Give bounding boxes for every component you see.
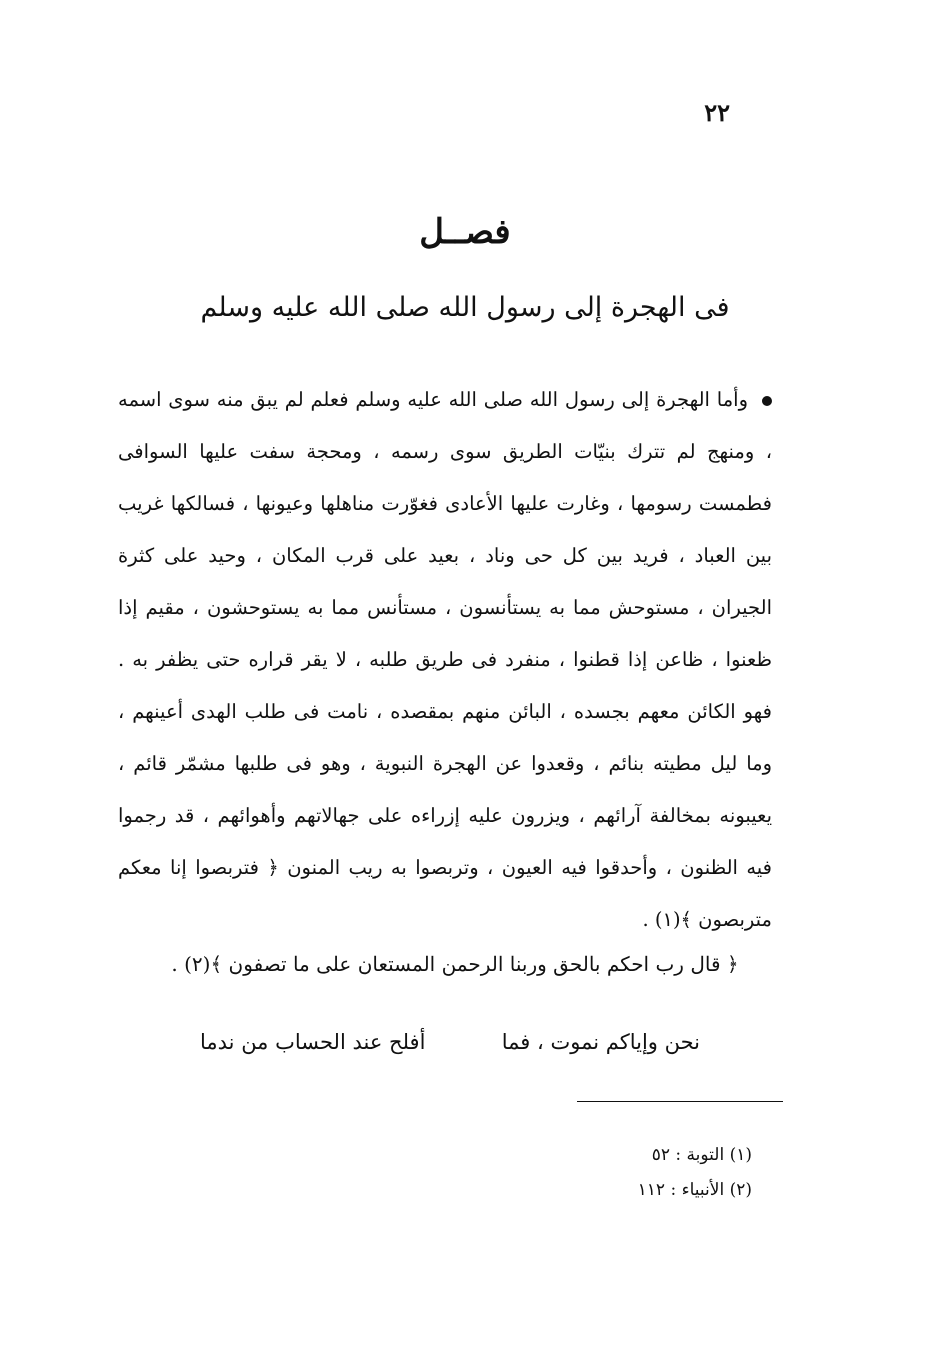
chapter-subheading: فى الهجرة إلى رسول الله صلى الله عليه وسلم (200, 292, 730, 323)
chapter-heading: فصــل (419, 212, 511, 252)
bullet-icon (762, 396, 772, 406)
page-number: ٢٢ (704, 98, 730, 127)
footnotes (638, 1138, 752, 1208)
footnote-item: (٢) الأنبياء : ١١٢ (637, 1180, 752, 1200)
verse-second-hemistich: أفلح عند الحساب من ندما (200, 1030, 426, 1054)
verse-first-hemistich: نحن وإياكم نموت ، فما (501, 1030, 700, 1054)
poetry-verse (200, 1030, 700, 1054)
footnote-divider (577, 1101, 783, 1102)
quran-quote: ﴿ قال رب احكم بالحق وربنا الرحمن المستعان على ما تصفون ﴾(٢) . (171, 952, 739, 976)
body-paragraph-text: وأما الهجرة إلى رسول الله صلى الله عليه وسلم فعلم لم يبق منه سوى اسمه ، ومنهج لم تترك بنيّات الطريق سوى رسمه ، ومحجة سفت عليها السوافى فطمست رسومها ، وغارت عليها الأعادى فغوّرت مناهلها وعيونها ، فسالكها غريب بين العباد ، فريد بين كل حى وناد ، بعيد على قرب المكان ، وحيد على كثرة الجيران ، مستوحش مما به يستأنسون ، مستأنس مما به يستوحشون ، مقيم إذا ظعنوا ، ظاعن إذا قطنوا ، منفرد فى طريق طلبه ، لا يقر قراره حتى يظفر به . فهو الكائن معهم بجسده ، البائن منهم بمقصده ، نامت فى طلب الهدى أعينهم ، وما ليل مطيته بنائم ، وقعدوا عن الهجرة النبوية ، وهو فى طلبها مشمّر قائم ، يعيبونه بمخالفة آرائهم ، ويزرون عليه إزراءه على جهالاتهم وأهوائهم ، قد رجموا فيه الظنون ، وأحدقوا فيه العيون ، وتربصوا به ريب المنون ﴿ فتربصوا إنا معكم متربصون ﴾(١) . (118, 388, 772, 931)
footnote-item: (١) التوبة : ٥٢ (651, 1145, 752, 1165)
body-paragraph (118, 374, 772, 946)
